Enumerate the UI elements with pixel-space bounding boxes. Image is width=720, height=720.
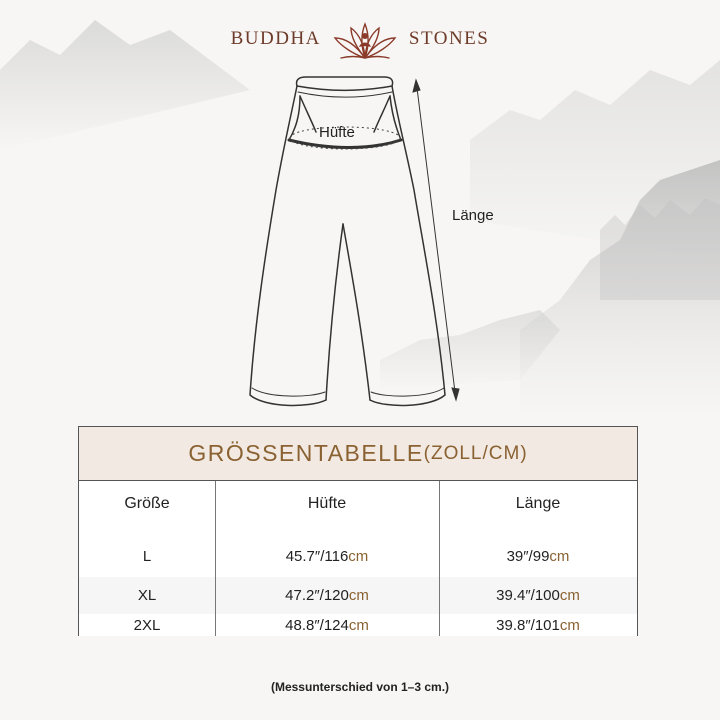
table-title: GRÖSSENTABELLE xyxy=(188,440,424,466)
length-cell: 39″/99 cm xyxy=(506,547,570,565)
hip-label: Hüfte xyxy=(319,124,355,141)
column-header-hip: Hüfte xyxy=(307,495,347,512)
size-table xyxy=(78,426,638,636)
table-header-row xyxy=(79,481,637,527)
table-body xyxy=(79,481,637,636)
table-title-unit: (ZOLL/CM) xyxy=(423,442,528,464)
length-label: Länge xyxy=(452,207,494,224)
table-row xyxy=(79,614,637,636)
table-row xyxy=(79,577,637,614)
brand-name-left: BUDDHA xyxy=(230,28,321,49)
column-divider xyxy=(439,481,440,636)
measurement-note: (Messunterschied von 1–3 cm.) xyxy=(270,680,450,694)
size-table-title xyxy=(79,427,637,481)
size-cell: 2XL xyxy=(133,616,161,634)
brand-name-right: STONES xyxy=(408,28,490,49)
length-cell: 39.4″/100 cm xyxy=(496,587,580,604)
hip-cell: 45.7″/116 cm xyxy=(285,547,369,565)
column-header-size: Größe xyxy=(124,495,170,512)
column-header-length: Länge xyxy=(515,495,561,512)
size-cell: L xyxy=(142,547,152,565)
hip-cell: 48.8″/124 cm xyxy=(285,616,369,634)
column-divider xyxy=(215,481,216,636)
length-cell: 39.8″/101 cm xyxy=(496,616,580,634)
length-arrow-icon xyxy=(413,80,459,400)
table-row xyxy=(79,527,637,577)
hip-cell: 47.2″/120 cm xyxy=(285,587,369,604)
size-cell: XL xyxy=(137,587,157,604)
